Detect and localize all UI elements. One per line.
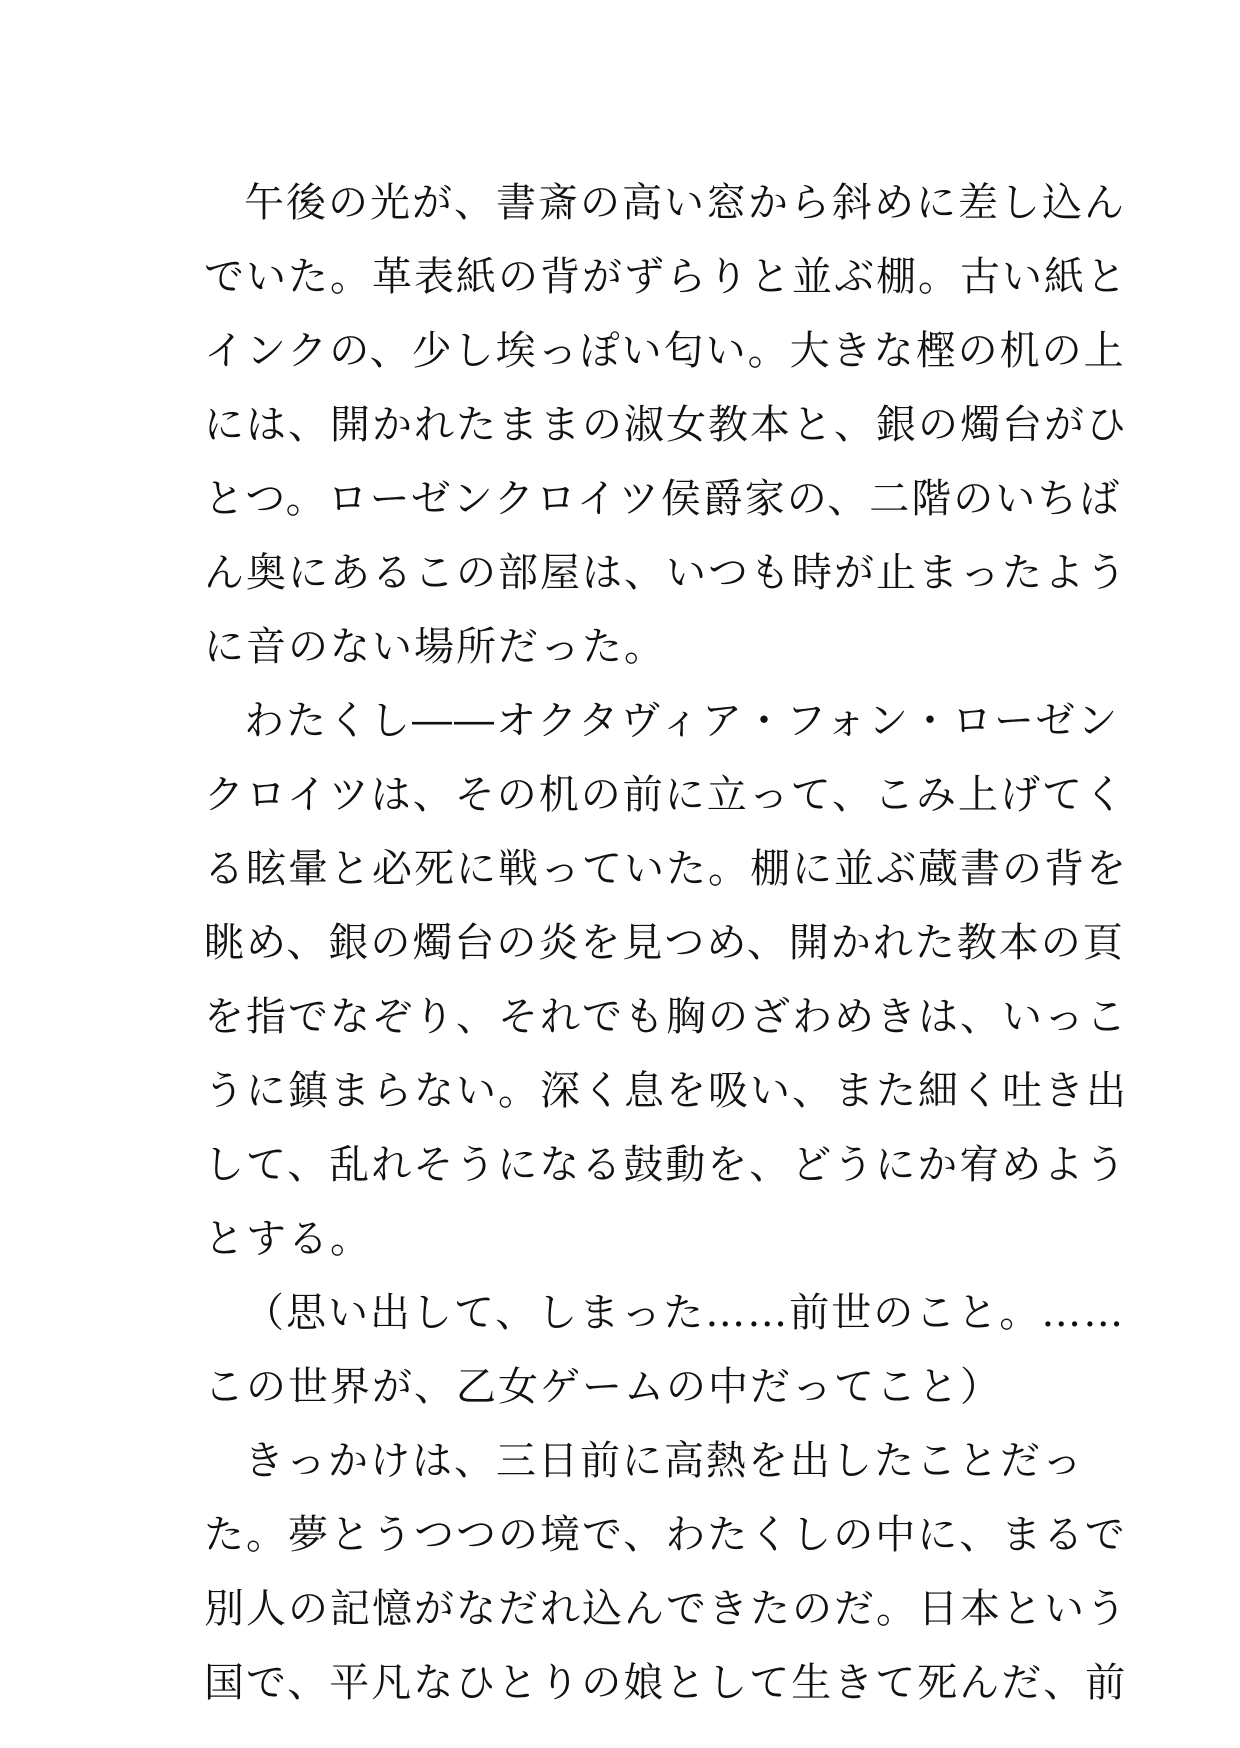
- text-line: クロイツは、その机の前に立って、こみ上げてく: [204, 772, 1126, 818]
- text-line: とつ。ローゼンクロイツ侯爵家の、二階のいちば: [204, 476, 1122, 522]
- text-line: インクの、少し埃っぽい匂い。大きな樫の机の上: [204, 328, 1126, 374]
- text-line: ん奥にあるこの部屋は、いつも時が止まったよう: [204, 550, 1128, 596]
- text-line: 別人の記憶がなだれ込んできたのだ。日本という: [204, 1586, 1128, 1632]
- text-line: きっかけは、三日前に高熱を出したことだっ: [244, 1438, 1084, 1484]
- text-line: わたくし――オクタヴィア・フォン・ローゼン: [244, 698, 1120, 744]
- text-line: 国で、平凡なひとりの娘として生きて死んだ、前: [204, 1660, 1128, 1706]
- text-line: して、乱れそうになる鼓動を、どうにか宥めよう: [204, 1142, 1128, 1188]
- body-text: [204, 174, 1128, 1728]
- text-line: る眩暈と必死に戦っていた。棚に並ぶ蔵書の背を: [204, 846, 1128, 892]
- text-line: 眺め、銀の燭台の炎を見つめ、開かれた教本の頁: [204, 920, 1125, 966]
- text-line: うに鎮まらない。深く息を吸い、また細く吐き出: [204, 1068, 1128, 1114]
- text-line: （思い出して、しまった……前世のこと。……: [244, 1290, 1126, 1336]
- text-line: た。夢とうつつの境で、わたくしの中に、まるで: [204, 1512, 1127, 1558]
- text-line: に音のない場所だった。: [204, 624, 666, 670]
- text-line: でいた。革表紙の背がずらりと並ぶ棚。古い紙と: [204, 254, 1128, 300]
- text-line: とする。: [204, 1216, 372, 1262]
- text-line: には、開かれたままの淑女教本と、銀の燭台がひ: [204, 402, 1128, 448]
- text-line: この世界が、乙女ゲームの中だってこと）: [204, 1364, 1002, 1410]
- text-line: を指でなぞり、それでも胸のざわめきは、いっこ: [204, 994, 1128, 1040]
- text-line: 午後の光が、書斎の高い窓から斜めに差し込ん: [244, 180, 1126, 226]
